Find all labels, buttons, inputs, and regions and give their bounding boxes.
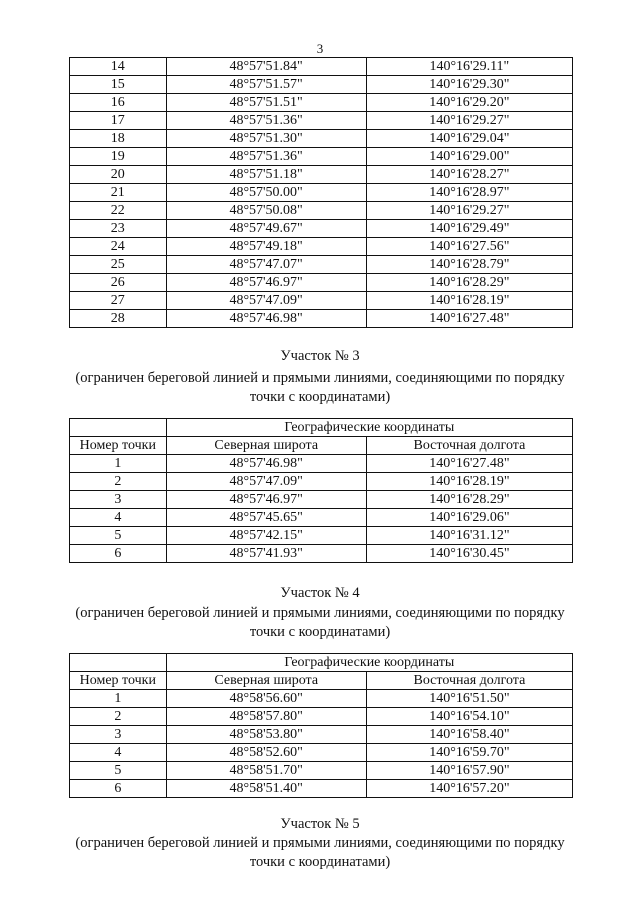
longitude-cell: 140°16'59.70" [366, 744, 572, 762]
point-number-cell: 15 [70, 76, 167, 94]
point-number-cell: 1 [70, 455, 167, 473]
latitude-cell: 48°57'51.51" [166, 94, 366, 112]
page-number: 3 [316, 41, 324, 56]
table-row [70, 726, 573, 744]
table-row [70, 527, 573, 545]
table-body [70, 690, 573, 798]
table-row [70, 455, 573, 473]
point-number-cell: 4 [70, 744, 167, 762]
section5-note-line2: точки с координатами) [249, 854, 391, 870]
point-number-cell: 3 [70, 491, 167, 509]
longitude-cell: 140°16'31.12" [366, 527, 572, 545]
longitude-cell: 140°16'27.48" [366, 455, 572, 473]
table-row [70, 292, 573, 310]
table-row [70, 58, 573, 76]
latitude-cell: 48°57'46.98" [166, 310, 366, 328]
section3-note-line1: (ограничен береговой линией и прямыми линиями, соединяющими по порядку [75, 370, 565, 386]
latitude-cell: 48°57'51.36" [166, 148, 366, 166]
table-row [70, 94, 573, 112]
table-row [70, 76, 573, 94]
empty-header-cell [70, 654, 167, 672]
longitude-cell: 140°16'30.45" [366, 545, 572, 563]
table-row [70, 148, 573, 166]
longitude-cell: 140°16'28.79" [366, 256, 572, 274]
section3-note-line2: точки с координатами) [249, 389, 391, 405]
longitude-cell: 140°16'27.48" [366, 310, 572, 328]
table-body [70, 58, 573, 328]
table-row [70, 762, 573, 780]
latitude-cell: 48°58'53.80" [166, 726, 366, 744]
section5-note-line1: (ограничен береговой линией и прямыми линиями, соединяющими по порядку [75, 835, 565, 851]
point-number-cell: 25 [70, 256, 167, 274]
table-row [70, 744, 573, 762]
table-row [70, 166, 573, 184]
longitude-cell: 140°16'54.10" [366, 708, 572, 726]
longitude-cell: 140°16'29.30" [366, 76, 572, 94]
table-row [70, 491, 573, 509]
table-row [70, 310, 573, 328]
table-row [70, 256, 573, 274]
table-row [70, 202, 573, 220]
section4-note-line2: точки с координатами) [249, 624, 391, 640]
point-number-cell: 19 [70, 148, 167, 166]
longitude-cell: 140°16'28.27" [366, 166, 572, 184]
point-number-cell: 6 [70, 545, 167, 563]
longitude-cell: 140°16'57.90" [366, 762, 572, 780]
point-number-cell: 23 [70, 220, 167, 238]
longitude-cell: 140°16'29.27" [366, 112, 572, 130]
table-row [70, 184, 573, 202]
header-point-number: Номер точки [70, 437, 167, 455]
longitude-cell: 140°16'28.19" [366, 292, 572, 310]
latitude-cell: 48°57'42.15" [166, 527, 366, 545]
header-point-number: Номер точки [70, 672, 167, 690]
table-row [70, 130, 573, 148]
coordinates-table-continuation [69, 57, 573, 328]
longitude-cell: 140°16'27.56" [366, 238, 572, 256]
header-group-coordinates: Географические координаты [166, 419, 572, 437]
latitude-cell: 48°57'51.18" [166, 166, 366, 184]
latitude-cell: 48°57'49.67" [166, 220, 366, 238]
latitude-cell: 48°57'47.07" [166, 256, 366, 274]
header-north-latitude: Северная широта [166, 437, 366, 455]
point-number-cell: 21 [70, 184, 167, 202]
latitude-cell: 48°58'51.70" [166, 762, 366, 780]
table-row [70, 690, 573, 708]
latitude-cell: 48°57'46.98" [166, 455, 366, 473]
longitude-cell: 140°16'57.20" [366, 780, 572, 798]
point-number-cell: 17 [70, 112, 167, 130]
longitude-cell: 140°16'29.06" [366, 509, 572, 527]
table-row [70, 220, 573, 238]
latitude-cell: 48°57'41.93" [166, 545, 366, 563]
section5-title: Участок № 5 [280, 816, 360, 832]
latitude-cell: 48°57'45.65" [166, 509, 366, 527]
latitude-cell: 48°57'46.97" [166, 491, 366, 509]
longitude-cell: 140°16'58.40" [366, 726, 572, 744]
header-group-coordinates: Географические координаты [166, 654, 572, 672]
latitude-cell: 48°57'47.09" [166, 473, 366, 491]
latitude-cell: 48°57'51.30" [166, 130, 366, 148]
latitude-cell: 48°57'50.00" [166, 184, 366, 202]
latitude-cell: 48°57'51.36" [166, 112, 366, 130]
latitude-cell: 48°57'50.08" [166, 202, 366, 220]
table-row [70, 274, 573, 292]
header-east-longitude: Восточная долгота [366, 672, 572, 690]
point-number-cell: 6 [70, 780, 167, 798]
point-number-cell: 24 [70, 238, 167, 256]
point-number-cell: 20 [70, 166, 167, 184]
empty-header-cell [70, 419, 167, 437]
section4-note-line1: (ограничен береговой линией и прямыми линиями, соединяющими по порядку [75, 605, 565, 621]
table-row [70, 112, 573, 130]
longitude-cell: 140°16'28.19" [366, 473, 572, 491]
table-row [70, 708, 573, 726]
point-number-cell: 5 [70, 762, 167, 780]
table-row [70, 509, 573, 527]
latitude-cell: 48°58'51.40" [166, 780, 366, 798]
latitude-cell: 48°58'56.60" [166, 690, 366, 708]
section4-title: Участок № 4 [280, 585, 360, 601]
point-number-cell: 5 [70, 527, 167, 545]
longitude-cell: 140°16'29.04" [366, 130, 572, 148]
latitude-cell: 48°57'49.18" [166, 238, 366, 256]
point-number-cell: 2 [70, 708, 167, 726]
point-number-cell: 27 [70, 292, 167, 310]
longitude-cell: 140°16'29.27" [366, 202, 572, 220]
longitude-cell: 140°16'29.11" [366, 58, 572, 76]
longitude-cell: 140°16'29.49" [366, 220, 572, 238]
point-number-cell: 14 [70, 58, 167, 76]
header-east-longitude: Восточная долгота [366, 437, 572, 455]
point-number-cell: 4 [70, 509, 167, 527]
table-row [70, 780, 573, 798]
latitude-cell: 48°57'47.09" [166, 292, 366, 310]
table-row [70, 238, 573, 256]
section4-coordinates-table [69, 653, 573, 798]
table-body [70, 455, 573, 563]
longitude-cell: 140°16'29.20" [366, 94, 572, 112]
latitude-cell: 48°57'51.57" [166, 76, 366, 94]
table-row [70, 473, 573, 491]
point-number-cell: 26 [70, 274, 167, 292]
longitude-cell: 140°16'29.00" [366, 148, 572, 166]
latitude-cell: 48°57'46.97" [166, 274, 366, 292]
point-number-cell: 1 [70, 690, 167, 708]
point-number-cell: 2 [70, 473, 167, 491]
point-number-cell: 16 [70, 94, 167, 112]
header-north-latitude: Северная широта [166, 672, 366, 690]
longitude-cell: 140°16'28.97" [366, 184, 572, 202]
section3-coordinates-table [69, 418, 573, 563]
longitude-cell: 140°16'28.29" [366, 491, 572, 509]
point-number-cell: 18 [70, 130, 167, 148]
point-number-cell: 3 [70, 726, 167, 744]
latitude-cell: 48°57'51.84" [166, 58, 366, 76]
section3-title: Участок № 3 [280, 348, 360, 364]
point-number-cell: 28 [70, 310, 167, 328]
latitude-cell: 48°58'52.60" [166, 744, 366, 762]
longitude-cell: 140°16'28.29" [366, 274, 572, 292]
longitude-cell: 140°16'51.50" [366, 690, 572, 708]
point-number-cell: 22 [70, 202, 167, 220]
table-row [70, 545, 573, 563]
latitude-cell: 48°58'57.80" [166, 708, 366, 726]
